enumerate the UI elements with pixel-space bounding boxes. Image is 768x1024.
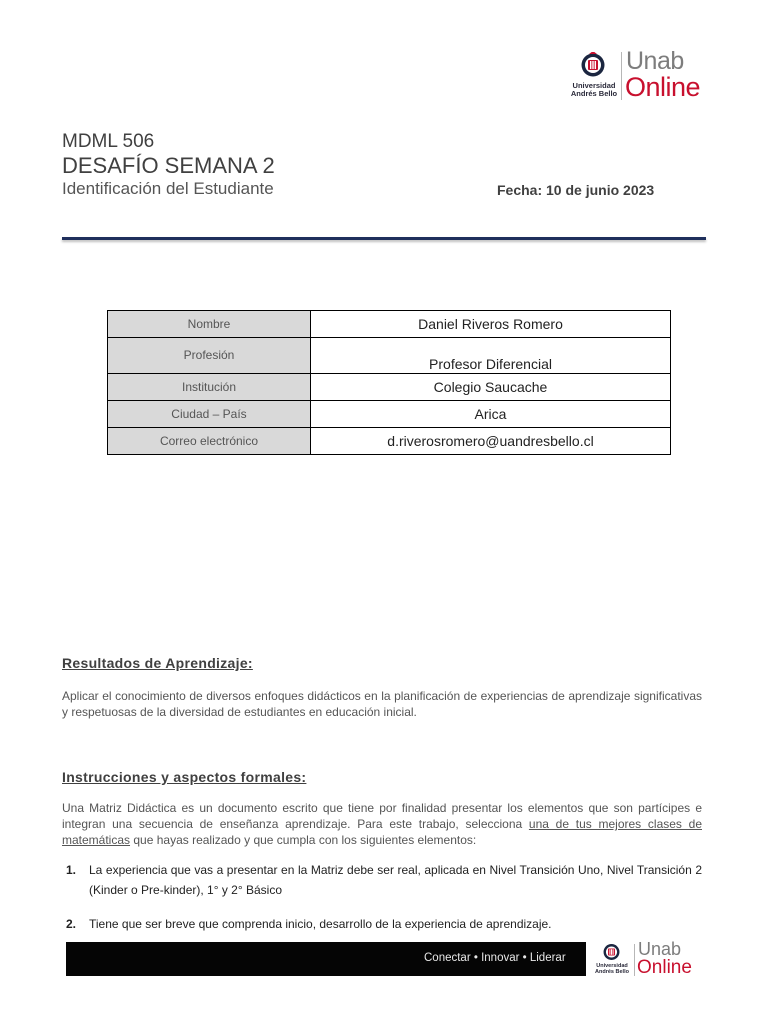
list-number: 1. [66,863,77,877]
logo-separator [621,52,622,100]
logo-separator [634,944,635,976]
row-value: d.riverosromero@uandresbello.cl [311,428,671,455]
date-label: Fecha: 10 de junio 2023 [497,182,655,198]
brand-online: Online [625,72,701,102]
row-label: Nombre [108,311,311,338]
unab-online-logo [565,48,715,106]
row-label: Profesión [108,338,311,374]
university-name: Universidad Andrés Bello [595,963,629,975]
footer-slogan: Conectar • Innovar • Liderar [424,952,566,964]
brand-unab: Unab [626,47,684,75]
learning-results-heading: Resultados de Aprendizaje: [62,655,253,671]
list-text: Tiene que ser breve que comprenda inicio, desarrollo de la experiencia de aprendizaje. [89,917,552,931]
row-value: Colegio Saucache [311,374,671,401]
list-number: 2. [66,917,77,931]
university-crest-icon [581,52,605,78]
list-text: La experiencia que vas a presentar en la Matriz debe ser real, aplicada en Nivel Transición Uno, Nivel Transición 2 (Kinder o Pre-kinder), 1° y 2° Básico [89,863,702,897]
underlined-emphasis: una de tus mejores clases de matemáticas [62,817,702,847]
footer-logo [592,939,702,978]
row-label: Ciudad – País [108,401,311,428]
brand-unab: Unab [638,939,682,959]
row-value: Profesor Diferencial [311,338,671,374]
header-divider [62,237,706,240]
instructions-text: Una Matriz Didáctica es un documento escrito que tiene por finalidad presentar los elementos que son partícipes e integran una secuencia de enseñanza aprendizaje. Para este trabajo, selecciona una de tus mejores clases de matemáticas que hayas realizado y que cumpla con los siguientes elementos: [62,801,702,847]
brand-online: Online [637,957,692,978]
table-row [108,311,671,338]
challenge-title: DESAFÍO SEMANA 2 [62,153,275,178]
instructions-heading: Instrucciones y aspectos formales: [62,769,307,785]
course-code: MDML 506 [62,131,155,152]
table-row [108,401,671,428]
student-identification-heading: Identificación del Estudiante [62,179,274,198]
row-value: Daniel Riveros Romero [311,311,671,338]
student-info-table [107,310,671,455]
row-label: Correo electrónico [108,428,311,455]
university-name: Universidad Andrés Bello [570,81,618,98]
university-crest-icon [603,943,620,961]
row-label: Institución [108,374,311,401]
table-row [108,338,671,374]
row-value: Arica [311,401,671,428]
table-row [108,428,671,455]
table-row [108,374,671,401]
learning-results-text: Aplicar el conocimiento de diversos enfoques didácticos en la planificación de experiencias de aprendizaje significativas y respetuosas de la diversidad de estudiantes en educación inicial. [62,689,702,719]
